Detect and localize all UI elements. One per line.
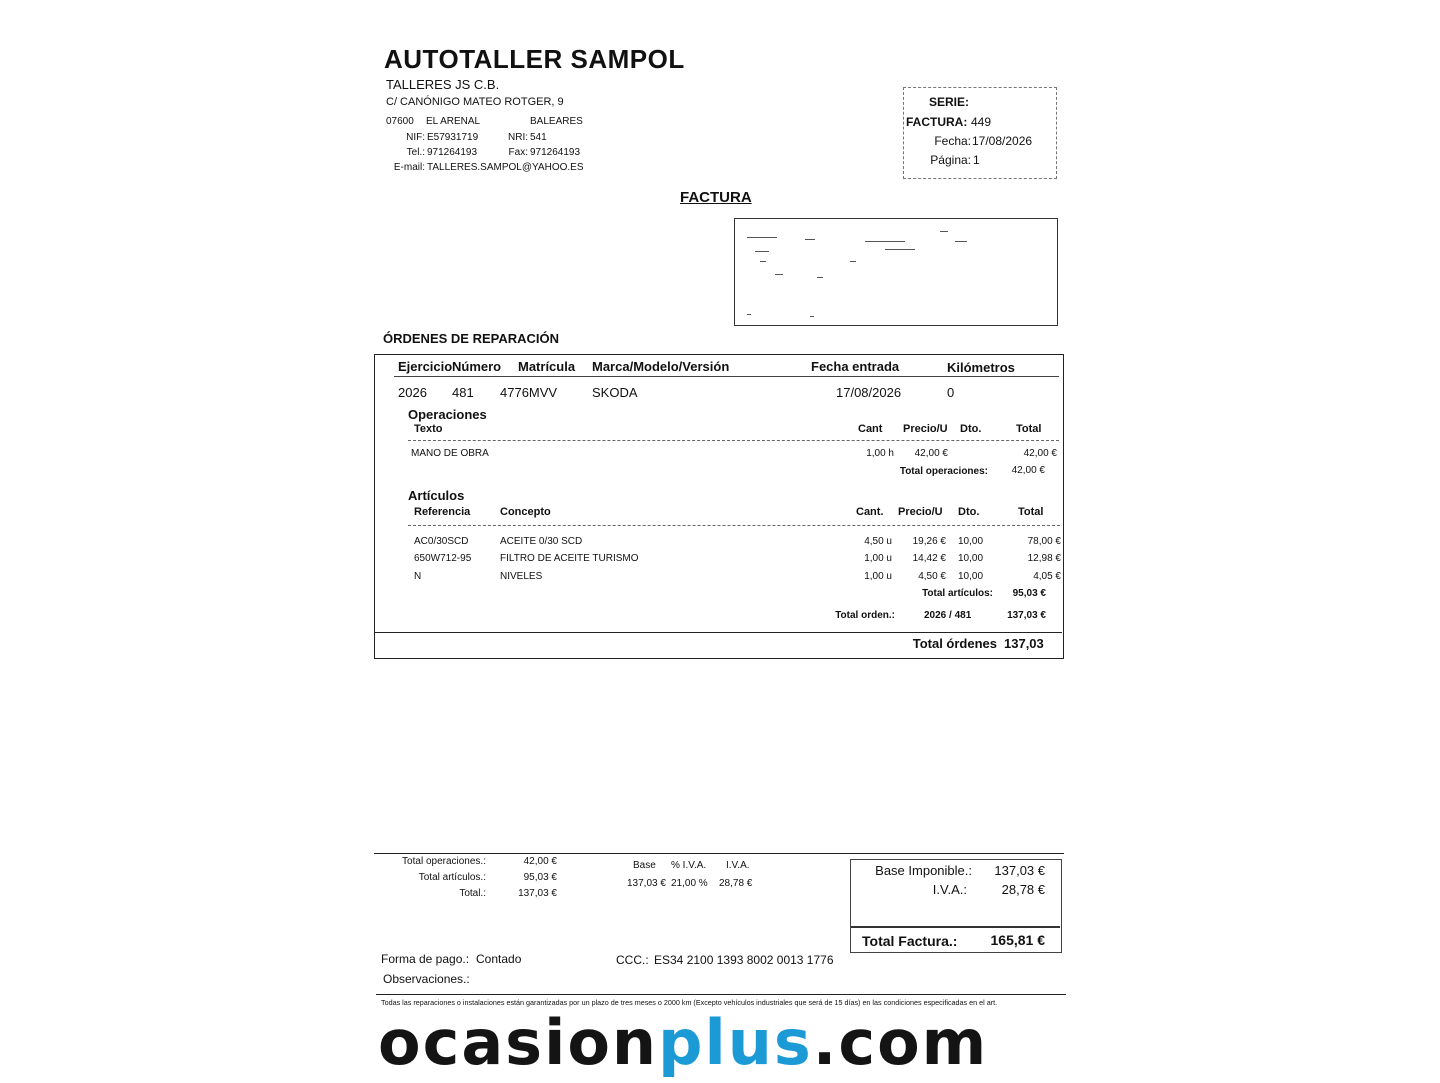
col-ejercicio: Ejercicio [398,359,453,374]
redacted-line [817,277,823,278]
op-col-cant: Cant [858,423,883,435]
tax-base-label: Base [633,860,656,871]
art-col-concepto: Concepto [500,506,551,518]
redacted-line [755,251,769,252]
footer-divider [374,853,1064,854]
logo-part-com: .com [812,1006,989,1079]
art-total-value: 95,03 € [1012,588,1046,599]
op-col-texto: Texto [414,423,443,435]
redacted-line [955,241,967,242]
redacted-line [940,231,948,232]
nif-value: E57931719 [427,132,479,143]
customer-box [734,218,1058,326]
art-row-dto: 10,00 [958,536,984,547]
orders-title: ÓRDENES DE REPARACIÓN [383,331,560,346]
company-address: C/ CANÓNIGO MATEO ROTGER, 9 [386,96,564,108]
art-row-referencia: 650W712-95 [414,553,472,564]
art-row-precio: 4,50 € [918,571,946,582]
redacted-line [850,261,856,262]
art-row-dto: 10,00 [958,571,984,582]
ocasionplus-logo [378,1003,988,1083]
total-factura-label: Total Factura.: [862,933,958,949]
art-row-total: 12,98 € [1027,553,1061,564]
art-col-precio: Precio/U [898,506,943,518]
art-col-referencia: Referencia [414,506,471,518]
art-row-concepto: ACEITE 0/30 SCD [500,536,583,547]
divider [408,440,1059,441]
art-row-referencia: N [414,571,422,582]
disclaimer-divider [376,994,1066,995]
summary-articulos-label: Total artículos.: [418,872,486,883]
op-row-cant: 1,00 h [866,448,894,459]
total-orden-value: 137,03 € [1007,610,1046,621]
order-numero: 481 [452,385,474,400]
document-title: FACTURA [680,189,752,206]
total-orden-label: Total orden.: [835,610,895,621]
company-postcode: 07600 [386,116,414,127]
art-row-concepto: NIVELES [500,571,543,582]
nif-label: NIF: [406,132,425,143]
col-kilometros: Kilómetros [947,360,1015,375]
art-total-label: Total artículos: [922,588,993,599]
divider [408,525,1060,526]
art-row-precio: 14,42 € [912,553,946,564]
art-row-cant: 4,50 u [864,536,892,547]
op-row-texto: MANO DE OBRA [411,448,489,459]
col-marca: Marca/Modelo/Versión [592,359,730,374]
email-label: E-mail: [393,162,425,173]
summary-operaciones-value: 42,00 € [523,856,557,867]
art-row-cant: 1,00 u [864,553,892,564]
art-row-dto: 10,00 [958,553,984,564]
art-row-precio: 19,26 € [912,536,946,547]
observaciones-label: Observaciones.: [383,972,470,986]
fax-value: 971264193 [530,147,581,158]
pagina-value: 1 [973,153,980,167]
nri-value: 541 [530,132,547,143]
op-row-precio: 42,00 € [914,448,948,459]
order-fecha-entrada: 17/08/2026 [836,385,902,400]
order-ejercicio: 2026 [398,385,427,400]
fecha-label: Fecha: [934,134,971,148]
total-orden-ref: 2026 / 481 [924,610,972,621]
divider [851,926,1060,928]
articulos-title: Artículos [408,488,465,503]
summary-total-value: 137,03 € [518,888,557,899]
tax-pct-value: 21,00 % [671,878,708,889]
redacted-line [810,316,814,317]
op-total-label: Total operaciones: [899,466,988,477]
total-ordenes-label: Total órdenes [912,636,997,651]
forma-pago-label: Forma de pago.: [381,952,470,966]
iva-value: 28,78 € [1001,882,1045,897]
base-imponible-value: 137,03 € [994,863,1045,878]
summary-total-label: Total.: [459,888,486,899]
op-col-dto: Dto. [960,423,982,435]
tax-iva-value: 28,78 € [719,878,753,889]
factura-label: FACTURA: [906,115,968,129]
company-region: BALEARES [530,116,583,127]
logo-part-ocasion: ocasion [378,1006,659,1079]
col-fecha-entrada: Fecha entrada [811,359,900,374]
nri-label: NRI: [508,132,528,143]
op-row-total: 42,00 € [1023,448,1057,459]
art-row-cant: 1,00 u [864,571,892,582]
tel-label: Tel.: [406,147,425,158]
fax-label: Fax: [508,147,528,158]
tax-pct-label: % I.V.A. [671,860,707,871]
art-col-total: Total [1018,506,1044,518]
art-col-cant: Cant. [856,506,884,518]
pagina-label: Página: [930,153,971,167]
redacted-line [885,249,915,250]
art-row-total: 4,05 € [1033,571,1061,582]
order-marca: SKODA [592,385,638,400]
logo-part-plus: plus [658,1006,813,1079]
tel-value: 971264193 [427,147,478,158]
summary-operaciones-label: Total operaciones.: [402,856,486,867]
total-ordenes-value: 137,03 [1004,636,1044,651]
iva-label: I.V.A.: [932,882,967,897]
factura-number: 449 [971,115,992,129]
col-numero: Número [452,359,502,374]
divider [375,632,1062,633]
col-matricula: Matrícula [518,359,576,374]
summary-articulos-value: 95,03 € [523,872,557,883]
divider [394,376,1059,377]
ccc-label: CCC.: [616,953,649,967]
redacted-line [775,274,783,275]
fecha-value: 17/08/2026 [972,134,1033,148]
base-imponible-label: Base Imponible.: [875,863,972,878]
redacted-line [747,314,751,315]
serie-label: SERIE: [929,95,970,109]
redacted-line [805,239,815,240]
art-row-referencia: AC0/30SCD [414,536,469,547]
company-city: EL ARENAL [426,116,481,127]
art-row-total: 78,00 € [1027,536,1061,547]
total-factura-value: 165,81 € [990,932,1045,948]
order-matricula: 4776MVV [500,385,558,400]
art-row-concepto: FILTRO DE ACEITE TURISMO [500,553,639,564]
email-value: TALLERES.SAMPOL@YAHOO.ES [427,162,584,173]
redacted-line [747,237,777,238]
op-total-value: 42,00 € [1011,465,1045,476]
tax-base-value: 137,03 € [627,878,666,889]
op-col-precio: Precio/U [903,423,948,435]
company-name: AUTOTALLER SAMPOL [384,44,685,74]
forma-pago-value: Contado [476,952,522,966]
operaciones-title: Operaciones [408,407,487,422]
order-kilometros: 0 [947,385,955,400]
company-legal-name: TALLERES JS C.B. [386,77,500,92]
tax-iva-label: I.V.A. [726,860,750,871]
op-col-total: Total [1016,423,1042,435]
art-col-dto: Dto. [958,506,980,518]
warranty-disclaimer: Todas las reparaciones o instalaciones están garantizadas por un plazo de tres meses o 2000 km (Excepto vehículos industriales que será de 15 días) en las condiciones especificadas en el art. [381,998,998,1007]
redacted-line [865,241,905,242]
redacted-line [760,261,766,262]
ccc-value: ES34 2100 1393 8002 0013 1776 [654,953,834,967]
